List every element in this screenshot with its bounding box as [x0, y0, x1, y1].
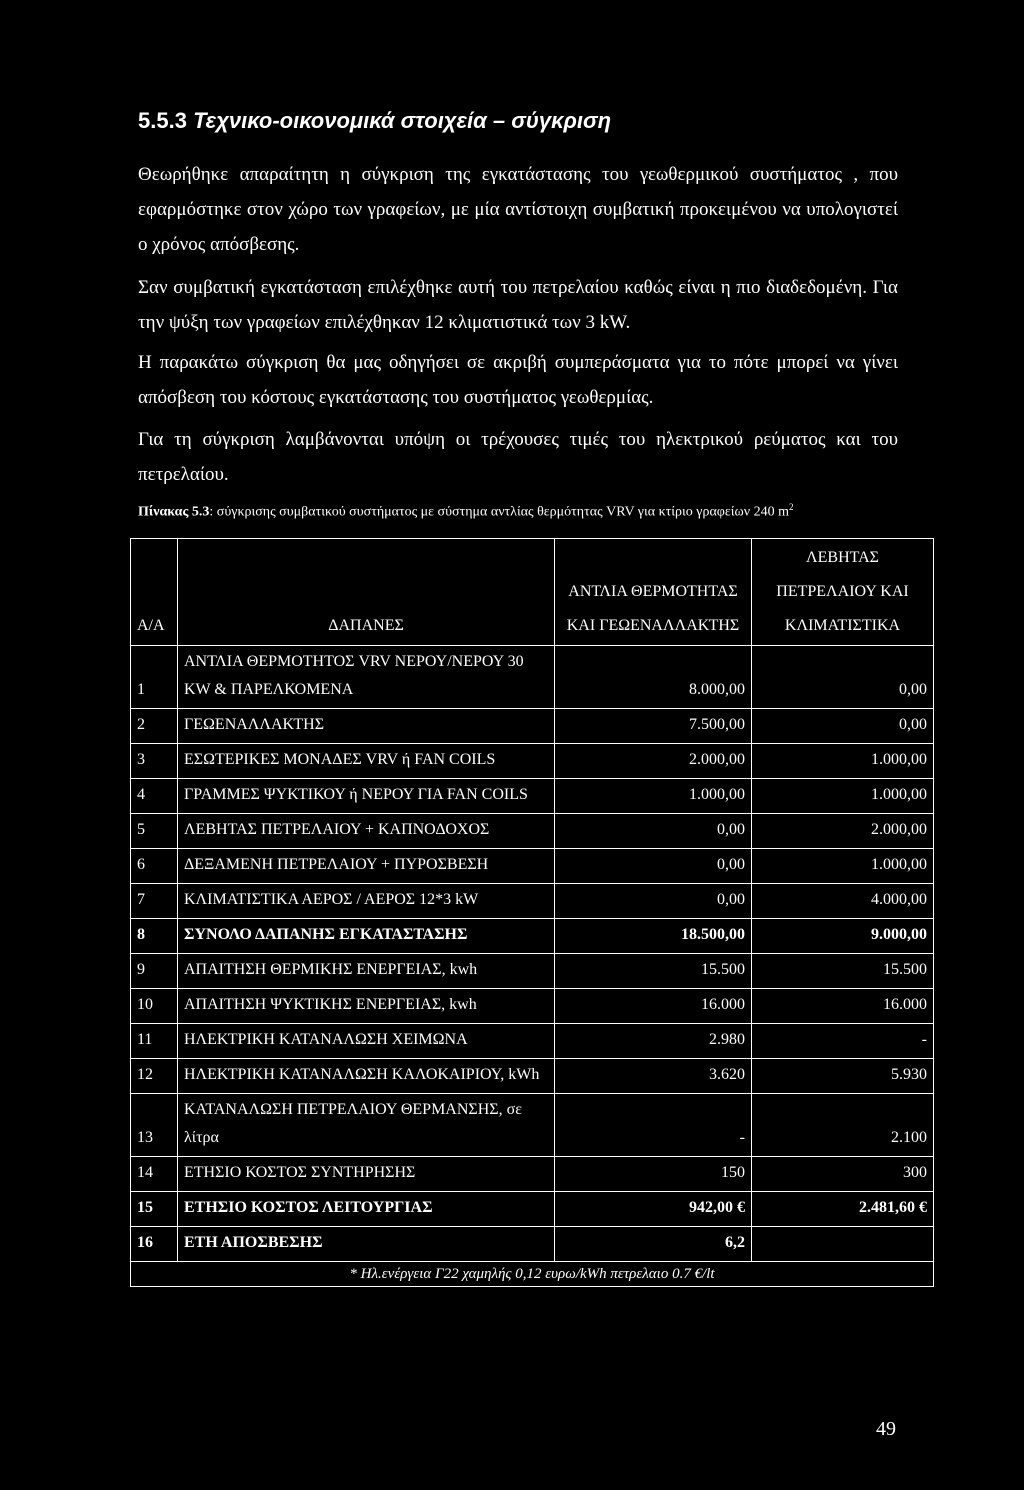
section-title: Τεχνικο-οικονομικά στοιχεία – σύγκριση — [193, 108, 612, 133]
paragraph-2: Σαν συμβατική εγκατάσταση επιλέχθηκε αυτή του πετρελαίου καθώς είναι η πιο διαδεδομένη. Για την ψύξη των γραφείων επιλέχθηκαν 12 κλιματιστικά των 3 kW. — [138, 277, 898, 333]
paragraph-3: Η παρακάτω σύγκριση θα μας οδηγήσει σε ακριβή συμπεράσματα για το πότε μπορεί να γίνει απόσβεση του κόστους εγκατάστασης του συστήματος γεωθερμίας. — [138, 352, 898, 408]
row-description-cell: ΗΛΕΚΤΡΙΚΗ ΚΑΤΑΝΑΛΩΣΗ ΧΕΙΜΩΝΑ — [178, 1024, 555, 1059]
row-heatpump-value-cell: 6,2 — [555, 1227, 752, 1262]
table-row — [131, 646, 934, 709]
row-number-cell: 6 — [131, 849, 178, 884]
row-description-cell: ΗΛΕΚΤΡΙΚΗ ΚΑΤΑΝΑΛΩΣΗ ΚΑΛΟΚΑΙΡΙΟΥ, kWh — [178, 1059, 555, 1094]
section-number: 5.5.3 — [138, 108, 187, 133]
row-conventional-value-cell: 1.000,00 — [752, 849, 934, 884]
header-desc: ΔΑΠΑΝΕΣ — [178, 539, 555, 646]
caption-sup: 2 — [788, 502, 794, 512]
row-conventional-value-cell: 16.000 — [752, 989, 934, 1024]
header-col2: ΛΕΒΗΤΑΣ ΠΕΤΡΕΛΑΙΟΥ ΚΑΙ ΚΛΙΜΑΤΙΣΤΙΚΑ — [752, 539, 934, 646]
row-conventional-value-cell: 300 — [752, 1157, 934, 1192]
row-number-cell: 15 — [131, 1192, 178, 1227]
row-conventional-value-cell: 1.000,00 — [752, 744, 934, 779]
section-heading — [138, 108, 611, 134]
row-conventional-value-cell: 0,00 — [752, 646, 934, 709]
row-number-cell: 11 — [131, 1024, 178, 1059]
row-number-cell: 9 — [131, 954, 178, 989]
table-note: * Ηλ.ενέργεια Γ22 χαμηλής 0,12 ευρω/kWh πετρελαιο 0.7 €/lt — [131, 1262, 934, 1287]
table-row — [131, 1157, 934, 1192]
row-description-cell: ΔΕΞΑΜΕΝΗ ΠΕΤΡΕΛΑΙΟΥ + ΠΥΡΟΣΒΕΣΗ — [178, 849, 555, 884]
row-heatpump-value-cell: 18.500,00 — [555, 919, 752, 954]
row-description-cell: ΣΥΝΟΛΟ ΔΑΠΑΝΗΣ ΕΓΚΑΤΑΣΤΑΣΗΣ — [178, 919, 555, 954]
row-number-cell: 10 — [131, 989, 178, 1024]
row-conventional-value-cell: 9.000,00 — [752, 919, 934, 954]
header-col1: ΑΝΤΛΙΑ ΘΕΡΜΟΤΗΤΑΣ ΚΑΙ ΓΕΩΕΝΑΛΛΑΚΤΗΣ — [555, 539, 752, 646]
table-row — [131, 1059, 934, 1094]
table-row — [131, 1192, 934, 1227]
row-description-cell: ΚΛΙΜΑΤΙΣΤΙΚΑ ΑΕΡΟΣ / ΑΕΡΟΣ 12*3 kW — [178, 884, 555, 919]
row-number-cell: 7 — [131, 884, 178, 919]
comparison-table — [130, 538, 934, 1287]
table-header-row — [131, 539, 934, 646]
paragraph-4: Για τη σύγκριση λαμβάνονται υπόψη οι τρέχουσες τιμές του ηλεκτρικού ρεύματος και του πετρελαίου. — [138, 429, 898, 485]
table-row — [131, 1227, 934, 1262]
row-description-cell: ΑΠΑΙΤΗΣΗ ΨΥΚΤΙΚΗΣ ΕΝΕΡΓΕΙΑΣ, kwh — [178, 989, 555, 1024]
row-description-cell: ΕΤΗ ΑΠΟΣΒΕΣΗΣ — [178, 1227, 555, 1262]
table-row — [131, 1024, 934, 1059]
table-caption — [138, 502, 793, 521]
row-conventional-value-cell: 1.000,00 — [752, 779, 934, 814]
table-note-row — [131, 1262, 934, 1287]
row-description-cell: ΕΣΩΤΕΡΙΚΕΣ ΜΟΝΑΔΕΣ VRV ή FAN COILS — [178, 744, 555, 779]
table-row — [131, 814, 934, 849]
row-heatpump-value-cell: 16.000 — [555, 989, 752, 1024]
row-heatpump-value-cell: 0,00 — [555, 884, 752, 919]
table-row — [131, 709, 934, 744]
row-number-cell: 8 — [131, 919, 178, 954]
table-row — [131, 779, 934, 814]
row-heatpump-value-cell: 15.500 — [555, 954, 752, 989]
row-number-cell: 12 — [131, 1059, 178, 1094]
row-description-cell: ΚΑΤΑΝΑΛΩΣΗ ΠΕΤΡΕΛΑΙΟΥ ΘΕΡΜΑΝΣΗΣ, σε λίτρα — [178, 1094, 555, 1157]
table-row — [131, 1094, 934, 1157]
row-heatpump-value-cell: 942,00 € — [555, 1192, 752, 1227]
row-conventional-value-cell: 2.000,00 — [752, 814, 934, 849]
row-number-cell: 4 — [131, 779, 178, 814]
row-number-cell: 1 — [131, 646, 178, 709]
row-number-cell: 16 — [131, 1227, 178, 1262]
row-description-cell: ΑΝΤΛΙΑ ΘΕΡΜΟΤΗΤΟΣ VRV ΝΕΡΟΥ/ΝΕΡΟΥ 30 KW & ΠΑΡΕΛΚΟΜΕΝΑ — [178, 646, 555, 709]
table-row — [131, 919, 934, 954]
row-heatpump-value-cell: 7.500,00 — [555, 709, 752, 744]
table-body — [131, 539, 934, 1287]
row-conventional-value-cell: 2.481,60 € — [752, 1192, 934, 1227]
table-row — [131, 849, 934, 884]
row-description-cell: ΛΕΒΗΤΑΣ ΠΕΤΡΕΛΑΙΟΥ + ΚΑΠΝΟΔΟΧΟΣ — [178, 814, 555, 849]
row-number-cell: 2 — [131, 709, 178, 744]
row-description-cell: ΕΤΗΣΙΟ ΚΟΣΤΟΣ ΣΥΝΤΗΡΗΣΗΣ — [178, 1157, 555, 1192]
row-heatpump-value-cell: - — [555, 1094, 752, 1157]
row-heatpump-value-cell: 2.000,00 — [555, 744, 752, 779]
row-description-cell: ΓΡΑΜΜΕΣ ΨΥΚΤΙΚΟΥ ή ΝΕΡΟΥ ΓΙΑ FAN COILS — [178, 779, 555, 814]
row-conventional-value-cell — [752, 1227, 934, 1262]
table-row — [131, 954, 934, 989]
row-number-cell: 13 — [131, 1094, 178, 1157]
row-heatpump-value-cell: 8.000,00 — [555, 646, 752, 709]
row-heatpump-value-cell: 1.000,00 — [555, 779, 752, 814]
row-number-cell: 5 — [131, 814, 178, 849]
row-description-cell: ΑΠΑΙΤΗΣΗ ΘΕΡΜΙΚΗΣ ΕΝΕΡΓΕΙΑΣ, kwh — [178, 954, 555, 989]
row-conventional-value-cell: 5.930 — [752, 1059, 934, 1094]
row-heatpump-value-cell: 0,00 — [555, 849, 752, 884]
page-number: 49 — [876, 1418, 896, 1440]
row-conventional-value-cell: - — [752, 1024, 934, 1059]
paragraph-1: Θεωρήθηκε απαραίτητη η σύγκριση της εγκατάστασης του γεωθερμικού συστήματος , που εφαρμόστηκε στον χώρο των γραφείων, με μία αντίστοιχη συμβατική προκειμένου να υπολογιστεί ο χρόνος απόσβεσης. — [138, 164, 898, 255]
table-row — [131, 884, 934, 919]
row-conventional-value-cell: 0,00 — [752, 709, 934, 744]
table-row — [131, 744, 934, 779]
row-number-cell: 3 — [131, 744, 178, 779]
row-number-cell: 14 — [131, 1157, 178, 1192]
row-conventional-value-cell: 15.500 — [752, 954, 934, 989]
row-description-cell: ΕΤΗΣΙΟ ΚΟΣΤΟΣ ΛΕΙΤΟΥΡΓΙΑΣ — [178, 1192, 555, 1227]
row-heatpump-value-cell: 2.980 — [555, 1024, 752, 1059]
caption-label: Πίνακας 5.3 — [138, 504, 210, 520]
row-conventional-value-cell: 2.100 — [752, 1094, 934, 1157]
row-heatpump-value-cell: 3.620 — [555, 1059, 752, 1094]
table-row — [131, 989, 934, 1024]
row-heatpump-value-cell: 150 — [555, 1157, 752, 1192]
row-description-cell: ΓΕΩΕΝΑΛΛΑΚΤΗΣ — [178, 709, 555, 744]
row-conventional-value-cell: 4.000,00 — [752, 884, 934, 919]
row-heatpump-value-cell: 0,00 — [555, 814, 752, 849]
header-aa: Α/Α — [131, 539, 178, 646]
caption-text: : σύγκρισης συμβατικού συστήματος με σύστημα αντλίας θερμότητας VRV για κτίριο γραφείων 240 m — [209, 504, 789, 520]
